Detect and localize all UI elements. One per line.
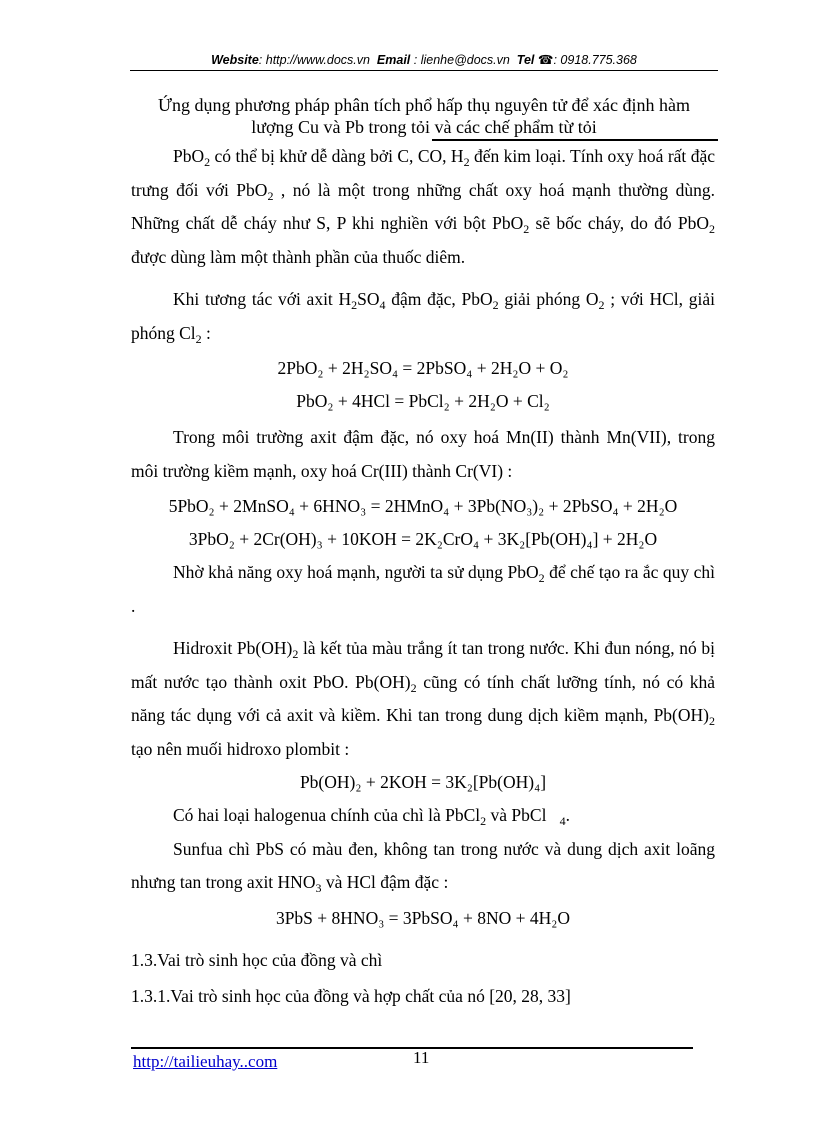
tel-value: : 0918.775.368 xyxy=(553,53,637,67)
equation-3: 5PbO₂ + 2MnSO₄ + 6HNO₃ = 2HMnO₄ + 3Pb(NO₃)₂ + 2PbSO₄ + 2H₂O xyxy=(168,496,678,516)
title-line-2: lượng Cu và Pb trong tỏi và các chế phẩm từ tỏi xyxy=(251,117,597,137)
tel-label: Tel xyxy=(516,53,535,67)
email-label: Email xyxy=(376,53,411,67)
footer-link[interactable]: http://tailieuhay..com xyxy=(133,1052,278,1071)
document-title xyxy=(130,94,718,138)
section-heading-1-3: 1.3.Vai trò sinh học của đồng và chì xyxy=(131,949,383,970)
paragraph-acid-reaction: Khi tương tác với axit $H_2SO_4$ đậm đặc, PbO$_2$ giải phóng $O_2$ ; với HCl, giải phóng $Cl_2$ : xyxy=(131,289,715,346)
phone-icon: ☎ xyxy=(537,53,554,67)
document-body xyxy=(131,140,715,1014)
paragraph-sulfide: Sunfua chì PbS có màu đen, không tan trong nước và dung dịch axit loãng nhưng tan trong axit $HNO_3$ và HCl đậm đặc : xyxy=(131,838,715,895)
equation-4: 3PbO₂ + 2Cr(OH)₃ + 10KOH = 2K₂CrO₄ + 3K₂[Pb(OH)₄] + 2H₂O xyxy=(188,529,658,549)
website-value[interactable]: : http://www.docs.vn xyxy=(258,53,370,67)
equation-5: Pb(OH)₂ + 2KOH = 3K₂[Pb(OH)₄] xyxy=(299,772,547,792)
equation-6: 3PbS + 8HNO₃ = 3PbSO₄ + 8NO + 4H₂O xyxy=(275,907,571,928)
paragraph-halides: Có hai loại halogenua chính của chì là PbCl$_2$ và PbCl $_4$. xyxy=(173,805,570,828)
equation-1: 2PbO₂ + 2H₂SO₄ = 2PbSO₄ + 2H₂O + O₂ xyxy=(277,358,569,378)
equation-2: PbO₂ + 4HCl = PbCl₂ + 2H₂O + Cl₂ xyxy=(296,391,550,411)
footer-divider xyxy=(131,1047,693,1049)
paragraph-oxidation-mn-cr: Trong môi trường axit đậm đặc, nó oxy hoá Mn(II) thành Mn(VII), trong môi trường kiềm mạnh, oxy hoá Cr(III) thành Cr(VI) : xyxy=(131,427,715,481)
page-number: 11 xyxy=(413,1048,430,1067)
title-line-1: Ứng dụng phương pháp phân tích phổ hấp thụ nguyên tử để xác định hàm xyxy=(158,95,690,115)
paragraph-hydroxide: Hidroxit $Pb(OH)_2$ là kết tủa màu trắng ít tan trong nước. Khi đun nóng, nó bị mất nước tạo thành oxit PbO. $Pb(OH)_2$ cũng có tính chất lưỡng tính, nó có khả năng tác dụng với cả axit và kiềm. Khi tan trong dung dịch kiềm mạnh, $Pb(OH)_2$ tạo nên muối hidroxo plombit : xyxy=(131,638,715,759)
website-label: Website xyxy=(211,53,259,67)
email-value[interactable]: : lienhe@docs.vn xyxy=(413,53,510,67)
paragraph-lead-battery: Nhờ khả năng oxy hoá mạnh, người ta sử dụng PbO$_2$ để chế tạo ra ắc quy chì . xyxy=(131,562,715,616)
section-heading-1-3-1: 1.3.1.Vai trò sinh học của đồng và hợp chất của nó [20, 28, 33] xyxy=(131,986,571,1006)
paragraph-pbo2-reduction: PbO$_2$ có thể bị khử dễ dàng bởi C, CO, $H_2$ đến kim loại. Tính oxy hoá rất đặc trưng đối với PbO$_2$ , nó là một trong những chất oxy hoá mạnh thường dùng. Những chất dễ cháy như S, P khi nghiền với bột PbO$_2$ sẽ bốc cháy, do đó PbO$_2$ được dùng làm một thành phần của thuốc diêm. xyxy=(131,146,715,267)
page-header xyxy=(130,52,718,71)
